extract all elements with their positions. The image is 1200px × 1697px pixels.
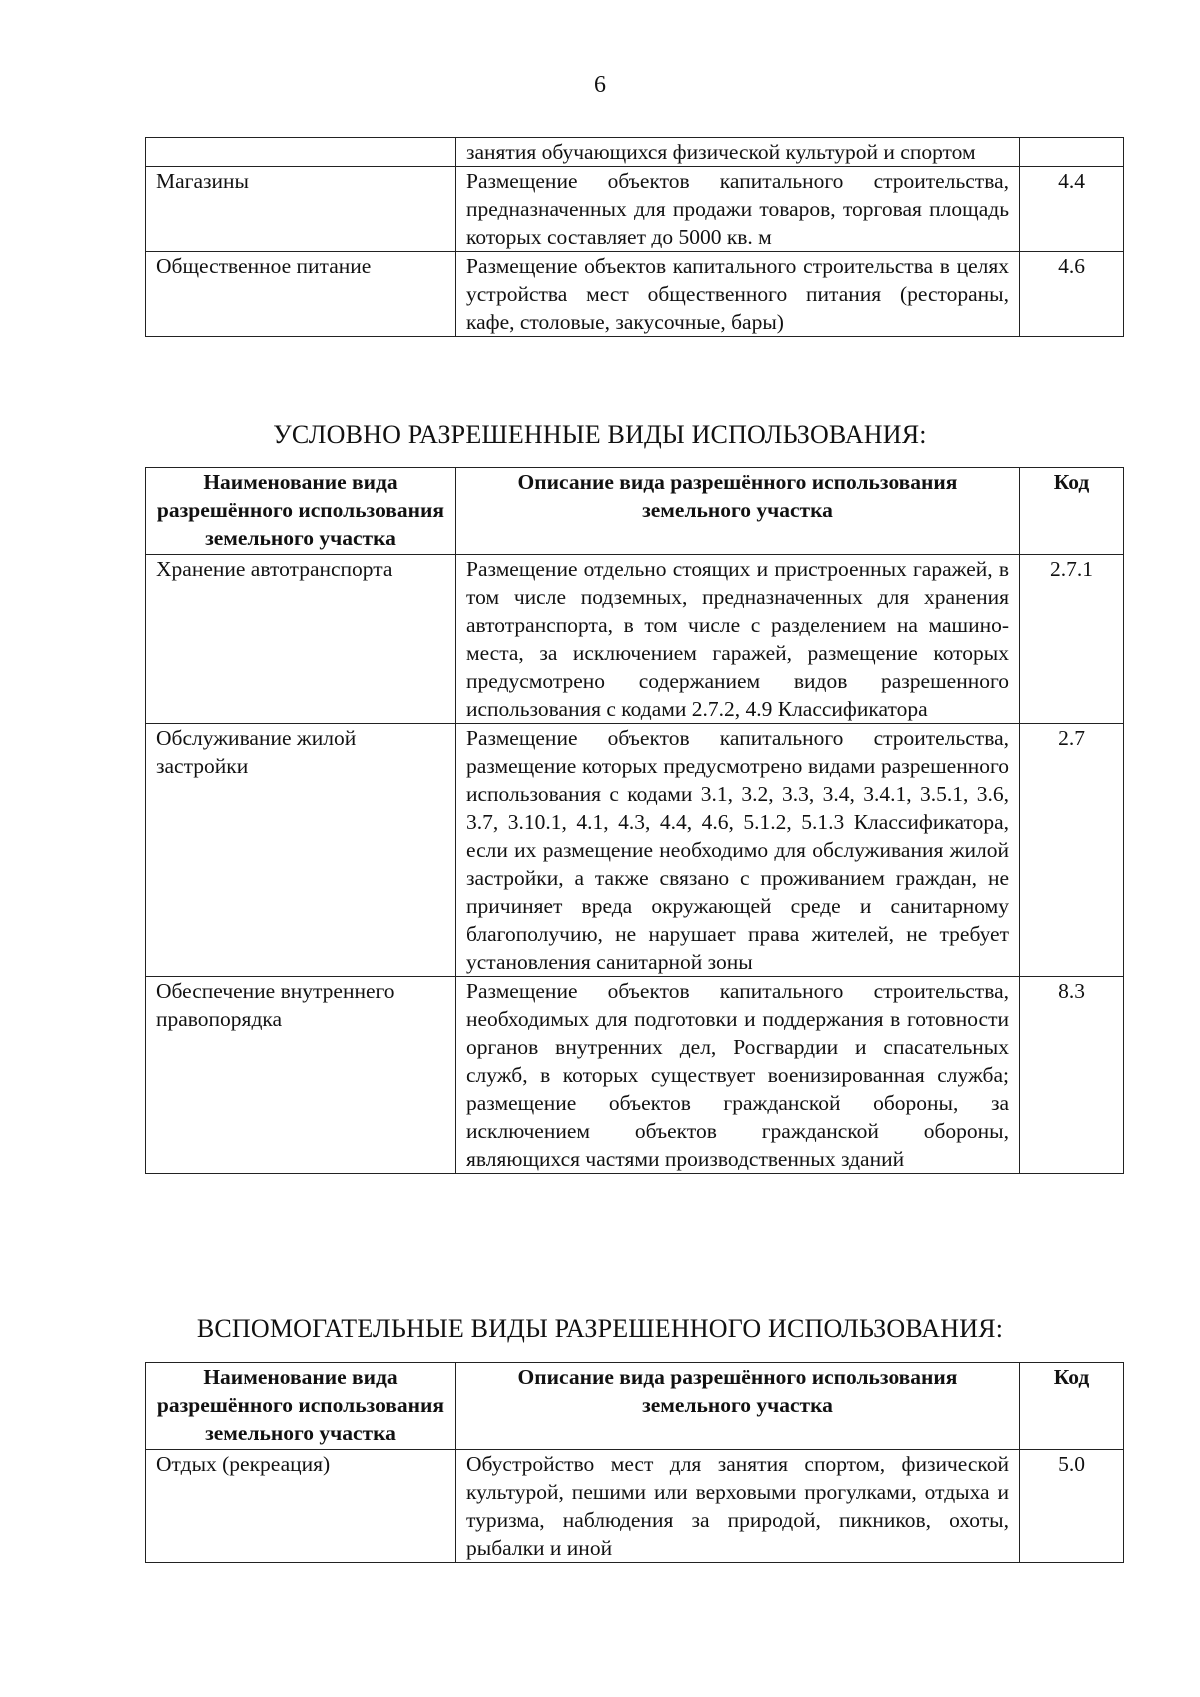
use-description: Размещение отдельно стоящих и пристроенных гаражей, в том числе подземных, предназначенных для хранения автотранспорта, в том числе с разделением на машино-места, за исключением гаражей, размещение которых предусмотрено содержанием видов разрешенного использования с кодами 2.7.2, 4.9 Классификатора — [456, 555, 1020, 724]
use-name: Отдых (рекреация) — [146, 1450, 456, 1563]
use-code: 4.6 — [1020, 252, 1124, 337]
table-header-row — [146, 1363, 1124, 1450]
column-header-description: Описание вида разрешённого использования земельного участка — [456, 1363, 1020, 1450]
column-header-code: Код — [1020, 1363, 1124, 1450]
use-code: 4.4 — [1020, 167, 1124, 252]
table-row — [146, 1450, 1124, 1563]
column-header-description: Описание вида разрешённого использования земельного участка — [456, 468, 1020, 555]
use-name: Общественное питание — [146, 252, 456, 337]
section-title-auxiliary-uses: ВСПОМОГАТЕЛЬНЫЕ ВИДЫ РАЗРЕШЕННОГО ИСПОЛЬЗОВАНИЯ: — [196, 1314, 1004, 1343]
main-permitted-uses-table-continued — [145, 137, 1124, 337]
use-code: 2.7.1 — [1020, 555, 1124, 724]
auxiliary-uses-table — [145, 1362, 1124, 1563]
use-description: Обустройство мест для занятия спортом, физической культурой, пешими или верховыми прогулками, отдыха и туризма, наблюдения за природой, пикников, охоты, рыбалки и иной — [456, 1450, 1020, 1563]
use-description: Размещение объектов капитального строительства в целях устройства мест общественного питания (рестораны, кафе, столовые, закусочные, бары) — [456, 252, 1020, 337]
column-header-name: Наименование вида разрешённого использования земельного участка — [146, 1363, 456, 1450]
use-description: занятия обучающихся физической культурой и спортом — [456, 138, 1020, 167]
conditional-uses-table — [145, 467, 1124, 1174]
use-name: Обслуживание жилой застройки — [146, 724, 456, 977]
table-row — [146, 138, 1124, 167]
use-description: Размещение объектов капитального строительства, размещение которых предусмотрено видами разрешенного использования с кодами 3.1, 3.2, 3.3, 3.4, 3.4.1, 3.5.1, 3.6, 3.7, 3.10.1, 4.1, 4.3, 4.4, 4.6, 5.1.2, 5.1.3 Классификатора, если их размещение необходимо для обслуживания жилой застройки, а также связано с проживанием граждан, не причиняет вреда окружающей среде и санитарному благополучию, не нарушает права жителей, не требует установления санитарной зоны — [456, 724, 1020, 977]
column-header-name: Наименование вида разрешённого использования земельного участка — [146, 468, 456, 555]
use-description: Размещение объектов капитального строительства, предназначенных для продажи товаров, торговая площадь которых составляет до 5000 кв. м — [456, 167, 1020, 252]
use-description: Размещение объектов капитального строительства, необходимых для подготовки и поддержания в готовности органов внутренних дел, Росгвардии и спасательных служб, в которых существует военизированная служба; размещение объектов гражданской обороны, за исключением объектов гражданской обороны, являющихся частями производственных зданий — [456, 977, 1020, 1174]
use-code: 8.3 — [1020, 977, 1124, 1174]
use-code: 5.0 — [1020, 1450, 1124, 1563]
use-code: 2.7 — [1020, 724, 1124, 977]
use-name: Хранение автотранспорта — [146, 555, 456, 724]
use-name: Обеспечение внутреннего правопорядка — [146, 977, 456, 1174]
use-code — [1020, 138, 1124, 167]
page-number: 6 — [594, 72, 606, 98]
section-title-conditional-uses: УСЛОВНО РАЗРЕШЕННЫЕ ВИДЫ ИСПОЛЬЗОВАНИЯ: — [273, 420, 927, 449]
table-row — [146, 977, 1124, 1174]
table-row — [146, 555, 1124, 724]
use-name — [146, 138, 456, 167]
column-header-code: Код — [1020, 468, 1124, 555]
table-row — [146, 252, 1124, 337]
table-row — [146, 724, 1124, 977]
table-header-row — [146, 468, 1124, 555]
use-name: Магазины — [146, 167, 456, 252]
table-row — [146, 167, 1124, 252]
